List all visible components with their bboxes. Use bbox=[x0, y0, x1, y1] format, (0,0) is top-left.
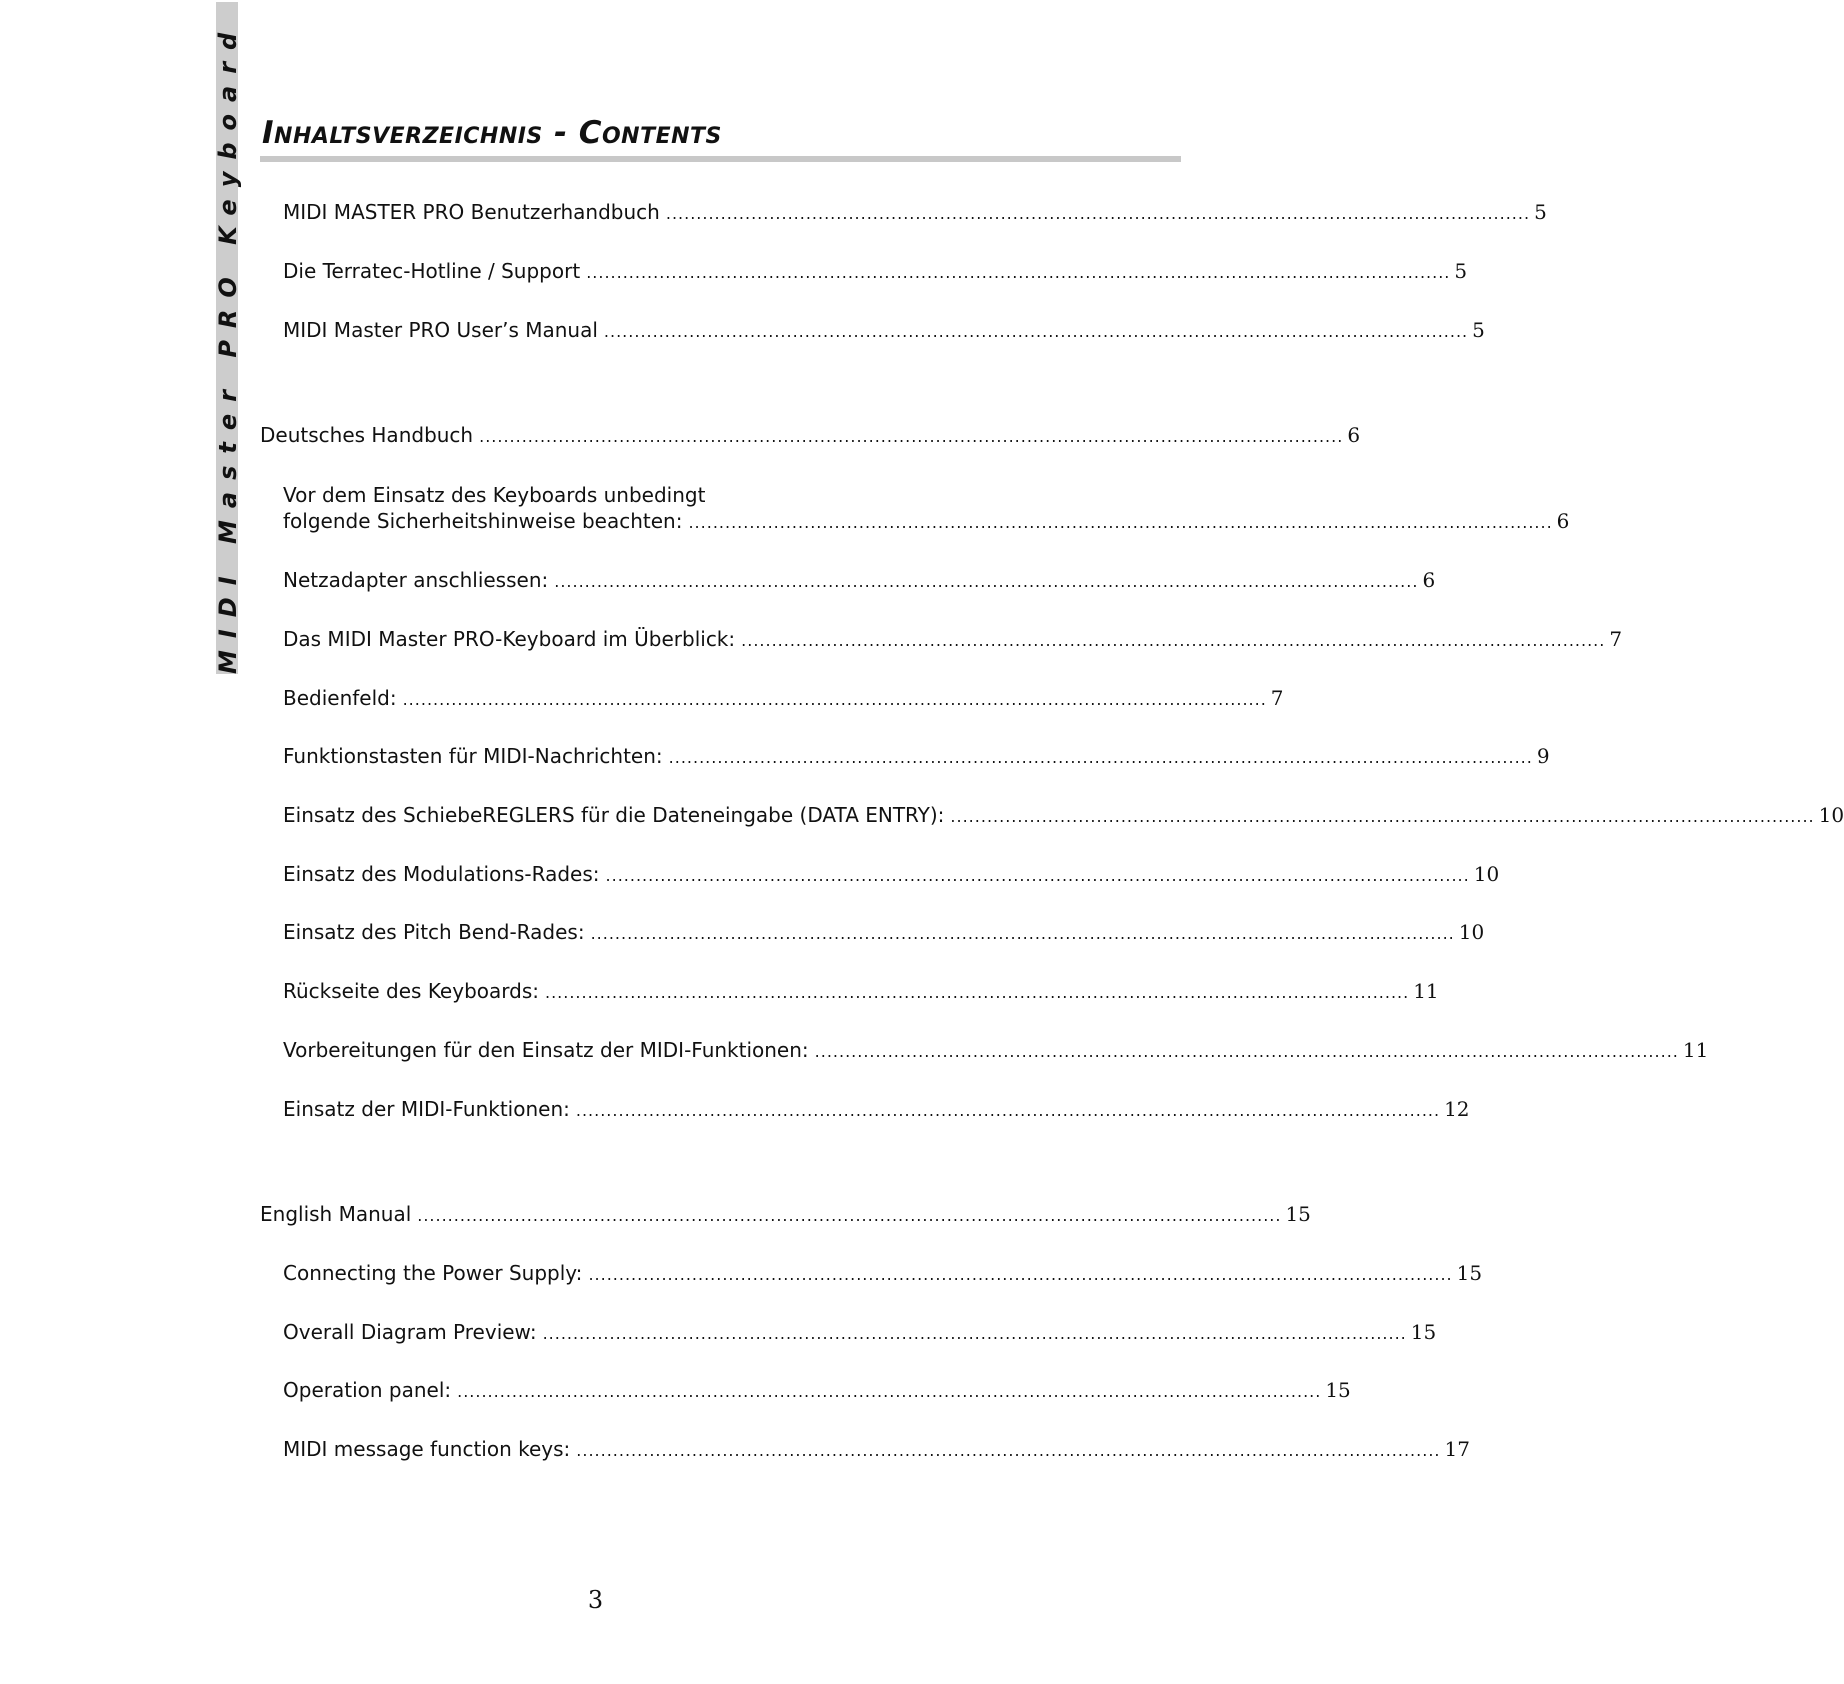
toc-entry-page: 11 bbox=[1413, 979, 1439, 1003]
toc-entry[interactable] bbox=[283, 626, 1623, 654]
dot-leader: .............................................................................................................................................. bbox=[590, 924, 1455, 943]
toc-entry[interactable] bbox=[283, 1377, 1351, 1405]
toc-entry-page: 6 bbox=[1347, 423, 1361, 447]
dot-leader: .............................................................................................................................................. bbox=[554, 572, 1419, 591]
toc-entry-page: 10 bbox=[1473, 862, 1500, 886]
toc-entry-label: Einsatz des SchiebeREGLERS für die Dateneingabe (DATA ENTRY): bbox=[283, 803, 945, 827]
toc-entry-page: 11 bbox=[1682, 1038, 1709, 1062]
dot-leader: .............................................................................................................................................. bbox=[688, 513, 1553, 532]
toc-entry-label: Connecting the Power Supply: bbox=[283, 1261, 583, 1285]
toc-entry-label: MIDI Master PRO User’s Manual bbox=[283, 318, 598, 342]
dot-leader: .............................................................................................................................................. bbox=[576, 1441, 1441, 1460]
toc-entry[interactable] bbox=[283, 199, 1547, 227]
dot-leader: .............................................................................................................................................. bbox=[479, 427, 1344, 446]
toc-entry-page: 15 bbox=[1456, 1261, 1483, 1285]
toc-entry[interactable] bbox=[283, 1436, 1470, 1464]
toc-entry-label: Einsatz des Pitch Bend-Rades: bbox=[283, 920, 585, 944]
toc-entry-label-line1: Vor dem Einsatz des Keyboards unbedingt bbox=[283, 483, 706, 507]
dot-leader: .............................................................................................................................................. bbox=[603, 322, 1469, 341]
toc-entry-page: 15 bbox=[1325, 1378, 1351, 1402]
toc-entry-page: 15 bbox=[1285, 1202, 1311, 1226]
toc-entry-label: MIDI MASTER PRO Benutzerhandbuch bbox=[283, 200, 660, 224]
toc-entry[interactable] bbox=[283, 482, 1570, 536]
toc-entry[interactable] bbox=[283, 1037, 1709, 1065]
toc-entry-label: Netzadapter anschliessen: bbox=[283, 568, 549, 592]
dot-leader: .............................................................................................................................................. bbox=[586, 263, 1451, 282]
side-title: MIDI Master PRO Keyboard bbox=[214, 20, 242, 674]
dot-leader: .............................................................................................................................................. bbox=[668, 748, 1533, 767]
toc-entry-page: 10 bbox=[1818, 803, 1844, 827]
page-number: 3 bbox=[587, 1586, 604, 1614]
toc-entry-label: English Manual bbox=[260, 1202, 412, 1226]
toc-entry[interactable] bbox=[283, 567, 1436, 595]
toc-entry-label: Funktionstasten für MIDI-Nachrichten: bbox=[283, 744, 663, 768]
toc-entry-page: 5 bbox=[1454, 259, 1468, 283]
toc-entry[interactable] bbox=[283, 802, 1844, 830]
dot-leader: .............................................................................................................................................. bbox=[665, 204, 1531, 223]
toc-entry-page: 6 bbox=[1422, 568, 1436, 592]
toc-entry-page: 15 bbox=[1410, 1320, 1437, 1344]
toc-entry[interactable] bbox=[283, 258, 1468, 286]
toc-entry-label: Overall Diagram Preview: bbox=[283, 1320, 537, 1344]
toc-entry-page: 5 bbox=[1534, 200, 1547, 224]
toc-entry[interactable] bbox=[283, 743, 1550, 771]
toc-entry-label: Deutsches Handbuch bbox=[260, 423, 474, 447]
dot-leader: .............................................................................................................................................. bbox=[588, 1265, 1453, 1284]
dot-leader: .............................................................................................................................................. bbox=[950, 807, 1815, 826]
dot-leader: .............................................................................................................................................. bbox=[741, 631, 1606, 650]
toc-entry[interactable] bbox=[283, 317, 1485, 345]
toc-entry-label: Einsatz des Modulations-Rades: bbox=[283, 862, 600, 886]
dot-leader: .............................................................................................................................................. bbox=[545, 983, 1410, 1002]
toc-entry-page: 5 bbox=[1472, 318, 1485, 342]
toc-entry[interactable] bbox=[260, 422, 1361, 450]
toc-entry-label: Vorbereitungen für den Einsatz der MIDI-Funktionen: bbox=[283, 1038, 809, 1062]
toc-entry-label: Das MIDI Master PRO-Keyboard im Überblick: bbox=[283, 627, 736, 651]
toc-entry[interactable] bbox=[260, 1201, 1311, 1229]
toc-entry-label: Einsatz der MIDI-Funktionen: bbox=[283, 1097, 570, 1121]
toc-entry-label: Rückseite des Keyboards: bbox=[283, 979, 539, 1003]
toc-entry[interactable] bbox=[283, 685, 1284, 713]
dot-leader: .............................................................................................................................................. bbox=[457, 1382, 1322, 1401]
dot-leader: .............................................................................................................................................. bbox=[575, 1101, 1441, 1120]
toc-entry[interactable] bbox=[283, 1319, 1437, 1347]
toc-entry-page: 17 bbox=[1444, 1437, 1470, 1461]
toc-entry[interactable] bbox=[283, 919, 1485, 947]
title-rule bbox=[260, 156, 1181, 162]
dot-leader: .............................................................................................................................................. bbox=[542, 1324, 1407, 1343]
toc-entry-page: 10 bbox=[1458, 920, 1485, 944]
toc-entry-label: MIDI message function keys: bbox=[283, 1437, 571, 1461]
toc-entry-label: Die Terratec-Hotline / Support bbox=[283, 259, 581, 283]
page-title: Inhaltsverzeichnis - Contents bbox=[262, 115, 722, 151]
dot-leader: .............................................................................................................................................. bbox=[417, 1206, 1282, 1225]
toc-entry-page: 7 bbox=[1609, 627, 1623, 651]
toc-entry-label: Bedienfeld: bbox=[283, 686, 397, 710]
toc-entry[interactable] bbox=[283, 1260, 1483, 1288]
dot-leader: .............................................................................................................................................. bbox=[605, 866, 1470, 885]
dot-leader: .............................................................................................................................................. bbox=[402, 690, 1267, 709]
toc-entry-page: 12 bbox=[1444, 1097, 1470, 1121]
toc-entry-label-line2: folgende Sicherheitshinweise beachten: bbox=[283, 509, 683, 533]
toc-entry-page: 6 bbox=[1556, 509, 1570, 533]
toc-entry-label: Operation panel: bbox=[283, 1378, 452, 1402]
toc-entry[interactable] bbox=[283, 861, 1500, 889]
dot-leader: .............................................................................................................................................. bbox=[814, 1042, 1679, 1061]
toc-entry-page: 9 bbox=[1536, 744, 1550, 768]
toc-entry[interactable] bbox=[283, 1096, 1470, 1124]
toc-entry-page: 7 bbox=[1270, 686, 1284, 710]
toc-entry[interactable] bbox=[283, 978, 1439, 1006]
